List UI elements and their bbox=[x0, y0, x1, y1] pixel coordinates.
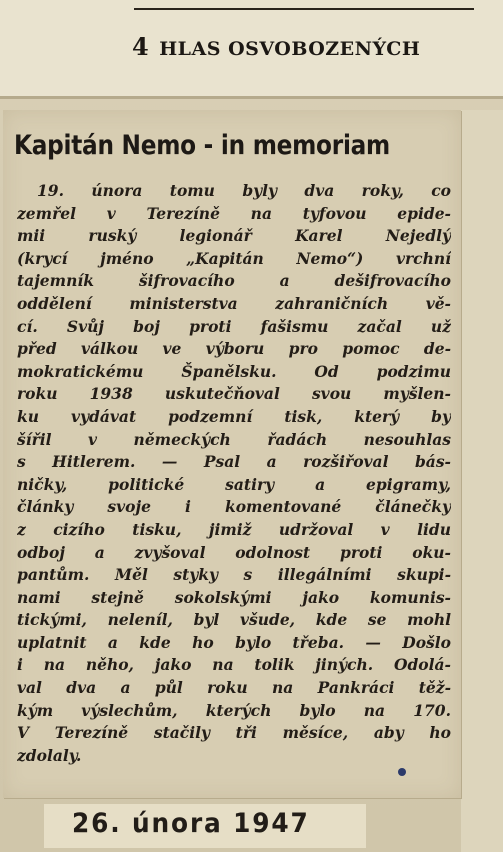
newspaper-name: HLAS OSVOBOZENÝCH bbox=[159, 38, 421, 60]
article-line: s Hitlerem. — Psal a rozšiřoval bás- bbox=[17, 452, 451, 472]
article-line: články svoje i komentované článečky bbox=[17, 497, 451, 517]
article-line: val dva a půl roku na Pankráci těž- bbox=[17, 678, 451, 698]
article-line: V Terezíně stačily tři měsíce, aby ho bbox=[17, 723, 451, 743]
article-line: i na něho, jako na tolik jiných. Odolá- bbox=[17, 655, 451, 675]
article-line: zdolaly. bbox=[17, 745, 82, 765]
article-line: nami stejně sokolskými jako komunis- bbox=[17, 587, 451, 607]
ink-mark bbox=[398, 768, 406, 776]
article-line: tickými, neleníl, byl všude, kde se mohl bbox=[17, 610, 451, 630]
article-line: šířil v německých řadách nesouhlas bbox=[17, 429, 451, 449]
article-line: zemřel v Terezíně na tyfovou epide- bbox=[17, 203, 451, 223]
article-line: mii ruský legionář Karel Nejedlý bbox=[17, 226, 451, 246]
article-line: (krycí jméno „Kapitán Nemo“) vrchní bbox=[17, 248, 451, 268]
article-line: ku vydávat podzemní tisk, který by bbox=[17, 406, 451, 426]
article-line: roku 1938 uskutečňoval svou myšlen- bbox=[17, 384, 451, 404]
article-line: cí. Svůj boj proti fašismu začal už bbox=[17, 316, 451, 336]
article-line: odboj a zvyšoval odolnost proti oku- bbox=[17, 542, 451, 562]
article-line: 19. února tomu byly dva roky, co bbox=[37, 181, 451, 200]
article-line: z cizího tisku, jimiž udržoval v lidu bbox=[17, 519, 451, 539]
article-line: oddělení ministerstva zahraničních vě- bbox=[17, 293, 451, 313]
article-body bbox=[17, 180, 451, 767]
article-line: pantům. Měl styky s illegálními skupi- bbox=[17, 565, 451, 585]
article-line: před válkou ve výboru pro pomoc de- bbox=[17, 339, 451, 359]
header-bottom-edge bbox=[0, 96, 503, 99]
masthead bbox=[132, 32, 420, 61]
article-headline: Kapitán Nemo - in memoriam bbox=[14, 130, 390, 161]
article-line: ničky, politické satiry a epigramy, bbox=[17, 474, 451, 494]
paper-edge bbox=[461, 110, 503, 852]
article-line: kým výslechům, kterých bylo na 170. bbox=[17, 700, 451, 720]
header-rule bbox=[134, 8, 474, 10]
article-line: mokratickému Španělsku. Od podzimu bbox=[17, 361, 451, 381]
publication-date: 26. února 1947 bbox=[72, 808, 310, 839]
article-line: tajemník šifrovacího a dešifrovacího bbox=[17, 271, 451, 291]
page-number: 4 bbox=[132, 32, 150, 61]
article-line: uplatnit a kde ho bylo třeba. — Došlo bbox=[17, 632, 451, 652]
